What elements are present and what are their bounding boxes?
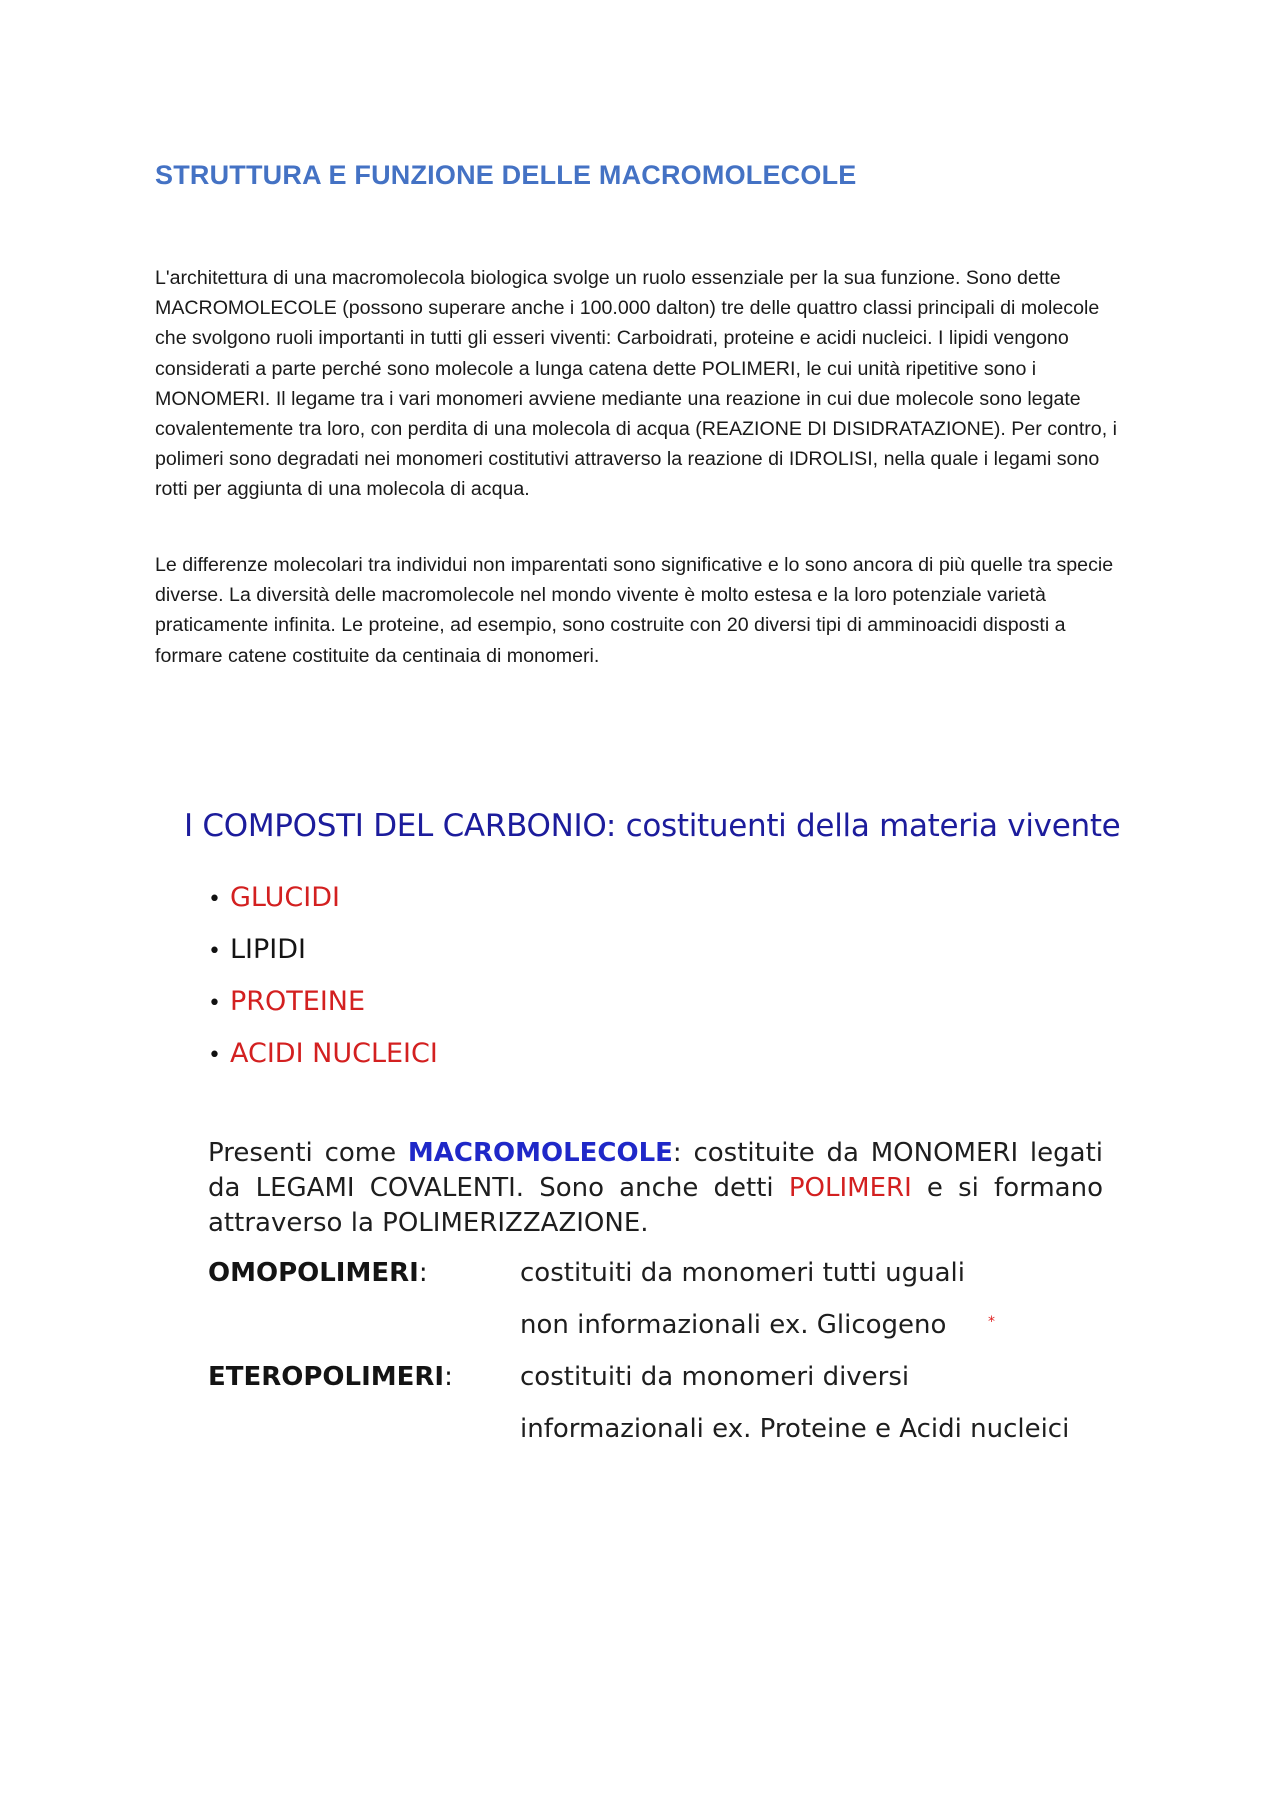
carbon-compounds-figure xyxy=(170,790,1170,1480)
macromolecule-description xyxy=(208,1136,1103,1241)
list-item-acidi-nucleici xyxy=(208,1028,438,1080)
definition-term xyxy=(208,1362,453,1392)
paragraph-architecture: L'architettura di una macromolecola biologica svolge un ruolo essenziale per la sua funzione. Sono dette MACROMOLECOLE (possono superare anche i 100.000 dalton) tre delle quattro classi principali di molecole che svolgono ruoli importanti in tutti gli esseri viventi: Carboidrati, proteine e acidi nucleici. I lipidi vengono considerati a parte perché sono molecole a lunga catena dette POLIMERI, le cui unità ripetitive sono i MONOMERI. Il legame tra i vari monomeri avviene mediante una reazione in cui due molecole sono legate covalentemente tra loro, con perdita di una molecola di acqua (REAZIONE DI DISIDRATAZIONE). Per contro, i polimeri sono degradati nei monomeri costitutivi attraverso la reazione di IDROLISI, nella quale i legami sono rotti per aggiunta di una molecola di acqua. xyxy=(155,267,1117,501)
compound-label: LIPIDI xyxy=(230,934,307,965)
bullet-icon: • xyxy=(208,991,221,1016)
definition-line: informazionali ex. Proteine e Acidi nucleici xyxy=(520,1414,1070,1444)
compound-label: PROTEINE xyxy=(230,986,366,1017)
desc-macromolecole: MACROMOLECOLE xyxy=(407,1138,673,1168)
desc-text: e si formano attraverso la POLIMERIZZAZIONE. xyxy=(208,1173,1103,1238)
term-label: OMOPOLIMERI xyxy=(208,1258,419,1288)
desc-text: : costituite da MONOMERI legati da LEGAMI COVALENTI. Sono anche detti xyxy=(208,1138,1103,1203)
desc-text: Presenti come xyxy=(208,1138,408,1168)
compound-label: ACIDI NUCLEICI xyxy=(230,1038,438,1069)
bullet-icon: • xyxy=(208,939,221,964)
compound-label: GLUCIDI xyxy=(230,882,340,913)
asterisk-mark: * xyxy=(988,1314,995,1330)
compound-list xyxy=(208,872,438,1080)
term-colon: : xyxy=(418,1258,428,1288)
bullet-icon: • xyxy=(208,1043,221,1068)
paragraph-differences: Le differenze molecolari tra individui non imparentati sono significative e lo sono ancora di più quelle tra specie diverse. La diversità delle macromolecole nel mondo vivente è molto estesa e la loro potenziale varietà praticamente infinita. Le proteine, ad esempio, sono costruite con 20 diversi tipi di amminoacidi disposti a formare catene costituite da centinaia di monomeri. xyxy=(155,554,1114,667)
page-title: STRUTTURA E FUNZIONE DELLE MACROMOLECOLE xyxy=(155,160,857,190)
bullet-icon: • xyxy=(208,887,221,912)
figure-title: I COMPOSTI DEL CARBONIO: costituenti della materia vivente xyxy=(184,808,1121,844)
list-item-proteine xyxy=(208,976,438,1028)
definition-term xyxy=(208,1258,428,1288)
desc-polimeri: POLIMERI xyxy=(788,1173,912,1203)
definition-line: non informazionali ex. Glicogeno xyxy=(520,1310,947,1340)
list-item-glucidi xyxy=(208,872,438,924)
list-item-lipidi xyxy=(208,924,438,976)
term-colon: : xyxy=(444,1362,453,1392)
definition-line: costituiti da monomeri tutti uguali xyxy=(520,1258,965,1288)
term-label: ETEROPOLIMERI xyxy=(208,1362,445,1392)
definition-line: costituiti da monomeri diversi xyxy=(520,1362,910,1392)
